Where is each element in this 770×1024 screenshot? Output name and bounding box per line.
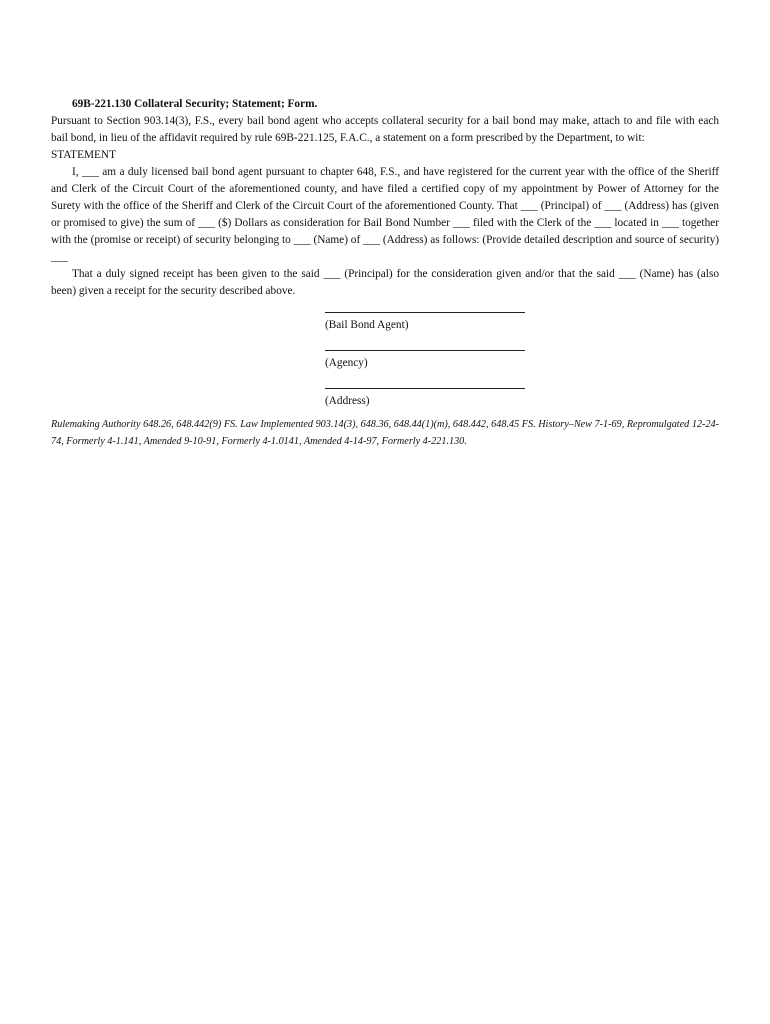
rule-body — [51, 96, 719, 450]
signature-label-agency: (Agency) — [325, 357, 368, 369]
signature-label-address: (Address) — [325, 395, 370, 407]
rule-history: Rulemaking Authority 648.26, 648.442(9) FS. Law Implemented 903.14(3), 648.36, 648.44(1)(m), 648.442, 648.45 FS. History–New 7-1-69, Repromulgated 12-24-74, Formerly 4-1.141, Amended 9-10-91, Formerly 4-1.0141, Amended 4-14-97, Formerly 4-221.130. — [51, 419, 719, 447]
rule-title: 69B-221.130 Collateral Security; Statement; Form. — [72, 98, 318, 110]
statement-heading: STATEMENT — [51, 149, 116, 161]
signature-line — [325, 338, 525, 351]
signature-label-agent: (Bail Bond Agent) — [325, 319, 409, 331]
signature-line — [325, 300, 525, 313]
rule-intro: Pursuant to Section 903.14(3), F.S., every bail bond agent who accepts collateral security for a bail bond may make, attach to and file with each bail bond, in lieu of the affidavit required by rule 69B-221.125, F.A.C., a statement on a form prescribed by the Department, to wit: — [51, 115, 719, 144]
statement-paragraph-1: I, ___ am a duly licensed bail bond agent pursuant to chapter 648, F.S., and have registered for the current year with the office of the Sheriff and Clerk of the Circuit Court of the aforementioned county, and have filed a certified copy of my appointment by Power of Attorney for the Surety with the office of the Sheriff and Clerk of the Circuit Court of the aforementioned County. That ___ (Principal) of ___ (Address) has (given or promised to give) the sum of ___ ($) Dollars as consideration for Bail Bond Number ___ filed with the Clerk of the ___ located in ___ together with the (promise or receipt) of security belonging to ___ (Name) of ___ (Address) as follows: (Provide detailed description and source of security) ___ — [51, 166, 719, 263]
statement-paragraph-2: That a duly signed receipt has been given to the said ___ (Principal) for the consideration given and/or that the said ___ (Name) has (also been) given a receipt for the security described above. — [51, 268, 719, 297]
signature-line — [325, 376, 525, 389]
signature-block — [325, 300, 525, 410]
